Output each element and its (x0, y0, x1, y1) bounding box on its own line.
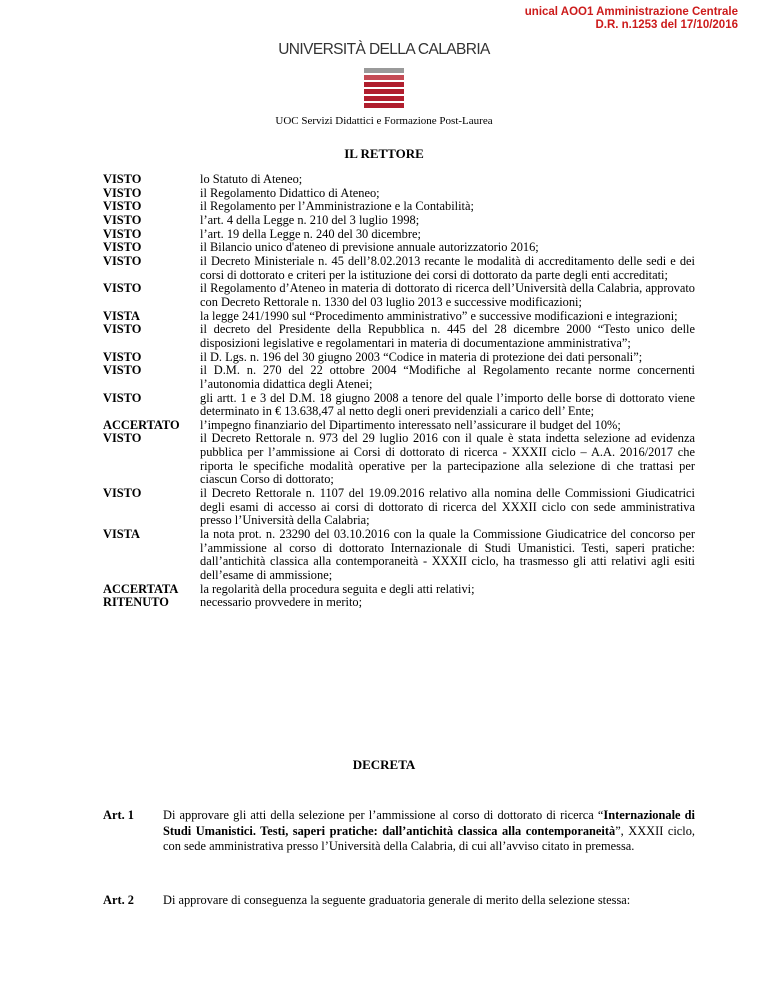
premise-row (103, 528, 695, 583)
document-title: IL RETTORE (344, 146, 424, 161)
premise-text: l’art. 19 della Legge n. 240 del 30 dicembre; (200, 226, 421, 241)
premise-text: il D. Lgs. n. 196 del 30 giugno 2003 “Codice in materia di protezione dei dati personali”; (200, 349, 643, 364)
premise-row (103, 392, 695, 419)
premise-text: il Bilancio unico d'ateneo di previsione annuale autorizzatorio 2016; (200, 240, 539, 255)
premise-keyword: VISTO (103, 281, 142, 296)
premise-text: lo Statuto di Ateneo; (200, 172, 303, 186)
premise-keyword: VISTA (103, 527, 140, 542)
premise-text: il decreto del Presidente della Repubblica n. 445 del 28 dicembre 2000 “Testo unico delle disposizioni legislative e regolamentari in materia di documentazione amministrativa”; (200, 322, 695, 350)
premise-row (103, 310, 695, 324)
premise-keyword: VISTO (103, 486, 142, 501)
premise-row (103, 583, 695, 597)
premise-row (103, 487, 695, 528)
article-2 (103, 893, 695, 909)
premise-row (103, 200, 695, 214)
premise-keyword: VISTO (103, 431, 142, 446)
premise-text: il Decreto Rettorale n. 973 del 29 luglio 2016 con il quale è stata indetta selezione ad evidenza pubblica per l’ammissione ai Corsi di dottorato di ricerca - XXXII ciclo – A.A. 2016/2017 che riporta le specifiche modalità operative per la partecipazione alla selezione di che trattasi per ciascun Corso di dottorato; (200, 431, 695, 487)
article-1 (103, 808, 695, 855)
article-number: Art. 2 (103, 893, 134, 907)
course-name: Internazionale di Studi Umanistici. Testi, saperi pratiche: dall’antichità classica alla contemporaneità (163, 808, 695, 838)
premise-row (103, 596, 695, 610)
premise-keyword: VISTO (103, 322, 142, 337)
university-logo-icon (364, 68, 404, 114)
premise-keyword: ACCERTATO (103, 417, 180, 432)
premise-row (103, 364, 695, 391)
premise-row (103, 282, 695, 309)
article-text-post: ”, XXXII ciclo, con sede amministrativa presso l’Università della Calabria, di cui all’avviso citato in premessa. (163, 823, 695, 853)
office-name: UOC Servizi Didattici e Formazione Post-Laurea (275, 115, 493, 127)
protocol-stamp (525, 6, 738, 32)
premise-keyword: VISTO (103, 199, 142, 214)
premise-text: la regolarità della procedura seguita e degli atti relativi; (200, 581, 475, 596)
premise-text: l’art. 4 della Legge n. 210 del 3 luglio 1998; (200, 212, 420, 227)
article-number: Art. 1 (103, 808, 134, 822)
premise-keyword: VISTO (103, 349, 142, 364)
stamp-line-1: unical AOO1 Amministrazione Centrale (524, 6, 738, 18)
premise-text: il Decreto Ministeriale n. 45 dell’8.02.2013 recante le modalità di accreditamento delle sedi e dei corsi di dottorato e criteri per la istituzione dei corsi di dottorato da parte degli enti accreditati; (200, 253, 695, 282)
premise-keyword: VISTO (103, 212, 142, 227)
premise-row (103, 187, 695, 201)
premise-row (103, 432, 695, 487)
premise-row (103, 214, 695, 228)
premise-keyword: VISTO (103, 226, 142, 241)
premise-text: l’impegno finanziario del Dipartimento interessato nell’assicurare il budget del 10%; (200, 417, 621, 432)
premise-row (103, 241, 695, 255)
premise-keyword: VISTO (103, 253, 142, 268)
premise-text: la nota prot. n. 23290 del 03.10.2016 con la quale la Commissione Giudicatrice del concorso per l’ammissione al corso di dottorato Internazionale di Studi Umanistici. Testi, saperi pratiche: dall’antichità classica alla contemporaneità - XXXII ciclo, ha trasmesso gli atti relativi agli esiti dell’esame di ammissione; (200, 527, 695, 583)
premise-text: la legge 241/1990 sul “Procedimento amministrativo” e successive modificazioni e integrazioni; (200, 308, 678, 323)
premise-text: necessario provvedere in merito; (200, 595, 363, 610)
article-text-pre: Di approvare gli atti della selezione per l’ammissione al corso di dottorato di ricerca “ (163, 808, 604, 822)
premise-text: il Regolamento Didattico di Ateneo; (200, 185, 380, 200)
premise-text: il Decreto Rettorale n. 1107 del 19.09.2016 relativo alla nomina delle Commissioni Giudicatrici degli esami di accesso ai corsi di dottorato di ricerca del XXXII ciclo con sede amministrativa presso l’Università della Calabria; (200, 486, 695, 528)
premise-keyword: VISTO (103, 172, 142, 186)
premises-list (103, 173, 695, 610)
premise-text: il D.M. n. 270 del 22 ottobre 2004 “Modifiche al Regolamento recante norme concernenti l’autonomia didattica degli Atenei; (200, 363, 695, 391)
premise-row (103, 173, 695, 187)
decreta-heading: DECRETA (352, 757, 416, 772)
premise-row (103, 323, 695, 350)
premise-row (103, 351, 695, 365)
premise-row (103, 419, 695, 433)
premise-keyword: VISTO (103, 363, 142, 378)
university-name: UNIVERSITÀ DELLA CALABRIA (278, 41, 490, 58)
premise-keyword: VISTO (103, 240, 142, 255)
article-body: Di approvare di conseguenza la seguente graduatoria generale di merito della selezione stessa: (163, 893, 631, 907)
premise-text: il Regolamento d’Ateneo in materia di dottorato di ricerca dell’Università della Calabria, approvato con Decreto Rettorale n. 1330 del 03 luglio 2013 e successive modificazioni; (200, 281, 695, 309)
premise-text: gli artt. 1 e 3 del D.M. 18 giugno 2008 a tenore del quale l’importo delle borse di dottorato viene determinato in € 13.638,47 al netto degli oneri previdenziali a carico dell’ Ente; (200, 390, 695, 419)
stamp-line-2: D.R. n.1253 del 17/10/2016 (595, 19, 738, 31)
premise-text: il Regolamento per l’Amministrazione e la Contabilità; (200, 199, 474, 214)
premise-keyword: VISTO (103, 390, 142, 405)
premise-row (103, 228, 695, 242)
premise-keyword: ACCERTATA (103, 581, 179, 596)
premise-keyword: RITENUTO (103, 595, 169, 610)
premise-keyword: VISTO (103, 185, 142, 200)
premise-keyword: VISTA (103, 308, 140, 323)
article-body (163, 808, 695, 855)
premise-row (103, 255, 695, 282)
